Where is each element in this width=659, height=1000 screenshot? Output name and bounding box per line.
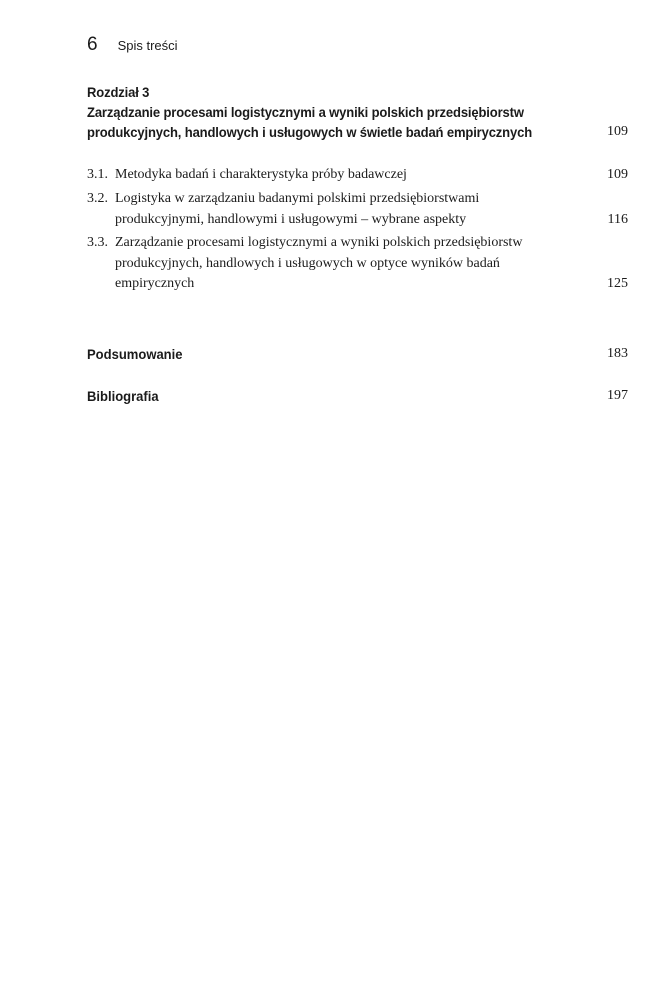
toc-entry-3-1 — [87, 165, 632, 186]
chapter-title: Zarządzanie procesami logistycznymi a wyniki polskich przedsiębiorstw produkcyjnych, handlowych i usługowych w świetle badań empirycznych — [87, 104, 533, 140]
summary-page: 183 — [607, 346, 628, 361]
toc-entry-page: 116 — [607, 211, 628, 227]
toc-summary — [87, 344, 632, 364]
bibliography-title: Bibliografia — [87, 388, 159, 404]
toc-entry-page: 109 — [607, 167, 628, 182]
toc-entry-3-2 — [87, 189, 632, 230]
toc-entry-title: Zarządzanie procesami logistycznymi a wyniki polskich przedsiębiorstw produkcyjnych, handlowych i usługowych w optyce wyników badań empirycznych — [115, 235, 523, 291]
page-number: 6 — [87, 34, 98, 55]
toc-entry-number: 3.1. — [87, 167, 108, 182]
chapter-page-number: 109 — [607, 124, 628, 139]
chapter-heading — [87, 82, 632, 142]
toc-entry-number: 3.3. — [87, 235, 108, 250]
chapter-title-row — [87, 102, 632, 142]
chapter-label: Rozdział 3 — [87, 84, 150, 100]
page-header — [87, 34, 178, 56]
toc-bibliography — [87, 386, 632, 406]
toc-entry-title: Metodyka badań i charakterystyka próby badawczej — [115, 167, 407, 182]
summary-title: Podsumowanie — [87, 346, 183, 362]
toc-entry-title: Logistyka w zarządzaniu badanymi polskimi przedsiębiorstwami produkcyjnymi, handlowymi i usługowymi – wybrane aspekty — [115, 191, 480, 227]
toc-entry-page: 125 — [607, 276, 628, 291]
toc-entry-number: 3.2. — [87, 191, 108, 206]
toc-entry-3-3 — [87, 233, 632, 295]
running-title: Spis treści — [117, 38, 178, 53]
bibliography-page: 197 — [607, 388, 628, 403]
